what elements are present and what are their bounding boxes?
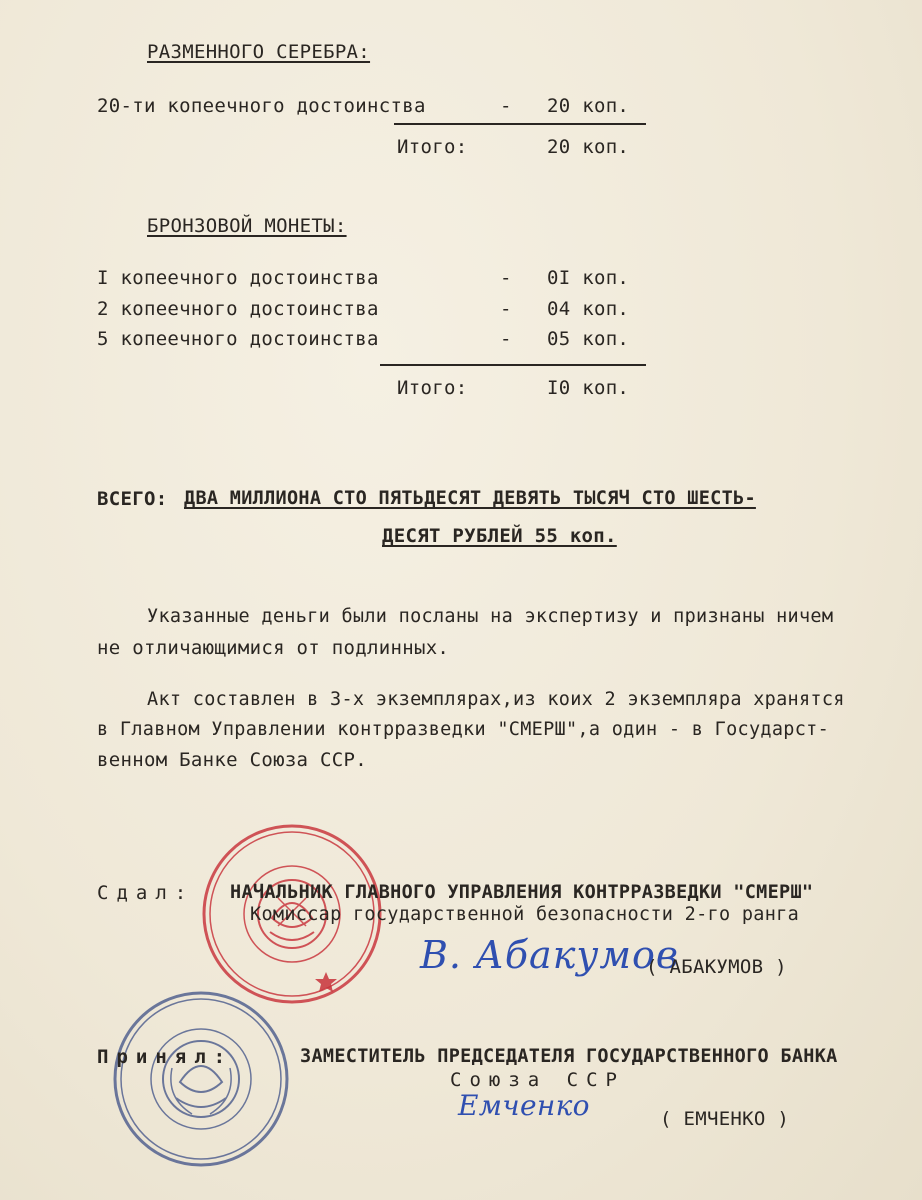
silver-sum-rule <box>394 123 646 125</box>
received-title-line-2: Союза ССР <box>450 1069 625 1091</box>
paragraph-2-line-3: венном Банке Союза ССР. <box>97 749 367 771</box>
bronze-row-1-value: 0I коп. <box>547 267 630 289</box>
bronze-row-2-label: 2 копеечного достоинства <box>97 298 379 320</box>
paragraph-2-line-2: в Главном Управлении контрразведки "СМЕРШ",а один - в Государст- <box>97 719 830 740</box>
paragraph-1-line-1: Указанные деньги были посланы на экспертизу и признаны ничем <box>147 606 834 627</box>
bronze-total-label: Итого: <box>397 377 468 399</box>
handed-over-title-line-2: Комиссар государственной безопасности 2-го ранга <box>250 904 800 925</box>
bronze-heading: БРОНЗОВОЙ МОНЕТЫ: <box>147 215 347 237</box>
silver-heading: РАЗМЕННОГО СЕРЕБРА: <box>147 41 371 63</box>
bronze-row-3-label: 5 копеечного достоинства <box>97 328 379 350</box>
received-label: Принял: <box>97 1046 234 1068</box>
bronze-row-2-value: 04 коп. <box>547 298 630 320</box>
handed-over-name: ( АБАКУМОВ ) <box>646 956 787 978</box>
handed-over-title-line-1: НАЧАЛЬНИК ГЛАВНОГО УПРАВЛЕНИЯ КОНТРРАЗВЕДКИ "СМЕРШ" <box>230 882 814 903</box>
silver-total-value: 20 коп. <box>547 136 630 158</box>
silver-row-value: 20 коп. <box>547 95 630 117</box>
bronze-row-1-label: I копеечного достоинства <box>97 267 379 289</box>
grand-total-line-1: ДВА МИЛЛИОНА СТО ПЯТЬДЕСЯТ ДЕВЯТЬ ТЫСЯЧ СТО ШЕСТЬ- <box>184 488 756 509</box>
received-title-line-1: ЗАМЕСТИТЕЛЬ ПРЕДСЕДАТЕЛЯ ГОСУДАРСТВЕННОГО БАНКА <box>300 1046 838 1067</box>
paragraph-2-line-1: Акт составлен в 3-х экземплярах,из коих 2 экземпляра хранятся <box>147 689 845 710</box>
silver-row-label: 20-ти копеечного достоинства <box>97 95 426 117</box>
bronze-total-value: I0 коп. <box>547 377 630 399</box>
grand-total-line-2: ДЕСЯТ РУБЛЕЙ 55 коп. <box>382 525 617 547</box>
bronze-row-1-dash: - <box>500 267 512 289</box>
bronze-sum-rule <box>380 364 646 366</box>
silver-row-dash: - <box>500 95 512 117</box>
paragraph-1-line-2: не отличающимися от подлинных. <box>97 637 450 659</box>
bronze-row-3-value: 05 коп. <box>547 328 630 350</box>
state-bank-blue-stamp <box>110 988 292 1170</box>
abakumov-signature: В. Абакумов <box>420 933 679 977</box>
handed-over-label: Сдал: <box>97 882 195 904</box>
bronze-row-2-dash: - <box>500 298 512 320</box>
silver-total-label: Итого: <box>397 136 468 158</box>
grand-total-label: ВСЕГО: <box>97 488 168 510</box>
received-name: ( ЕМЧЕНКО ) <box>660 1108 790 1130</box>
emchenko-signature: Емченко <box>458 1089 590 1122</box>
bronze-row-3-dash: - <box>500 328 512 350</box>
